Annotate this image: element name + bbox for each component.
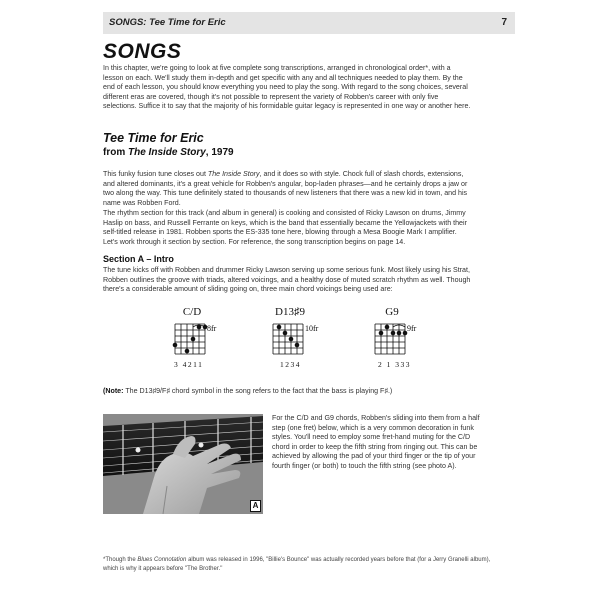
- album-title: The Inside Story: [128, 147, 206, 158]
- running-header-title: SONGS: Tee Time for Eric: [109, 17, 226, 28]
- page-number: 7: [501, 17, 507, 28]
- paragraph-2: The rhythm section for this track (and album in general) is cooking and consisted of Ricky Lawson on drums, Jimmy Haslip on bass, and Russell Ferrante on keys, which is the band that essentially became the Yellowjackets with their self-titled release in 1981. Robben sports the ES-335 tone here, blowing through a Mesa Boogie Mark I amplifier. Let's work through it section by section. For reference, the song transcription begins on page 14.: [103, 209, 467, 246]
- song-source: from The Inside Story, 1979: [103, 147, 234, 158]
- chord-symbol-note: (Note: The D13♯9/F♯ chord symbol in the song refers to the fact that the bass is playing F♯.): [103, 387, 393, 396]
- chord-diagram-d13-sharp9: [270, 308, 340, 378]
- chord-name: G9: [385, 306, 399, 318]
- song-title: Tee Time for Eric: [103, 131, 204, 145]
- section-a-heading: Section A – Intro: [103, 254, 174, 264]
- footnote: *Though the Blues Connotation album was released in 1996, "Billie's Bounce" was actually recorded years before that (for a Jerry Granelli album), which is why it appears before "The Brother.": [103, 557, 491, 572]
- fret-marker: 8fr: [207, 324, 217, 333]
- chord-fingering: 3 4211: [174, 360, 204, 369]
- fretboard-grid: [172, 322, 212, 360]
- chord-diagram-g9: [372, 308, 442, 378]
- photo-caption-text: For the C/D and G9 chords, Robben's sliding into them from a half step (one fret) below, which is a very common decoration in funk styles. You'll need to employ some fret-hand muting for the C/D chord in order to keep the fifth string from ringing out. This can be achieved by allowing the pad of your third finger or the tip of your fourth finger (or both) to touch the fifth string (see photo A).: [272, 414, 480, 470]
- photo-label: A: [250, 500, 261, 512]
- chord-fingering: 1234: [280, 360, 301, 369]
- fret-marker: 10fr: [305, 324, 319, 333]
- paragraph-1: This funky fusion tune closes out The Inside Story, and it does so with style. Chock full of slash chords, extensions, and altered dominants, it's a great vehicle for Robben's angular, bop-laden phrases—and he certainly drops a jaw or two along the way. This tune definitely stated to thousands of new listeners that there was a new kid in town, and his name was Robben Ford.: [103, 170, 468, 207]
- chord-name: C/D: [182, 306, 202, 318]
- section-a-paragraph: The tune kicks off with Robben and drummer Ricky Lawson serving up some serious funk. Most likely using his Strat, Robben outlines the groove with triads, altered voicings, and a healthy dose of muted scratch rhythm as well. Though there's a considerable amount of sliding going on, three main chord voicings being used are:: [103, 266, 471, 294]
- chord-diagram-c-over-d: [172, 308, 242, 378]
- fretboard-grid: [270, 322, 310, 360]
- chord-name: D13♯9: [275, 306, 305, 318]
- chord-fingering: 2 1 333: [378, 360, 411, 369]
- photo-a: [103, 414, 263, 514]
- intro-paragraph: In this chapter, we're going to look at five complete song transcriptions, arranged in chronological order*, with a lesson on each. We'll study them in-depth and get specific with any and all techniques needed to play them. By the end of each lesson, you should know everything you need to play the song. With regard to the song choices, several different eras are covered, though it's not possible to represent the variety of Robben's career with only five selections. Suffice it to say that the majority of his formidable guitar legacy is represented in one way or another here.: [103, 64, 471, 111]
- running-header: [103, 12, 515, 34]
- fretboard-grid: [372, 322, 412, 360]
- fret-marker: 9fr: [407, 324, 417, 333]
- guitar-hand-photo: [103, 414, 263, 514]
- section-heading: SONGS: [103, 40, 182, 63]
